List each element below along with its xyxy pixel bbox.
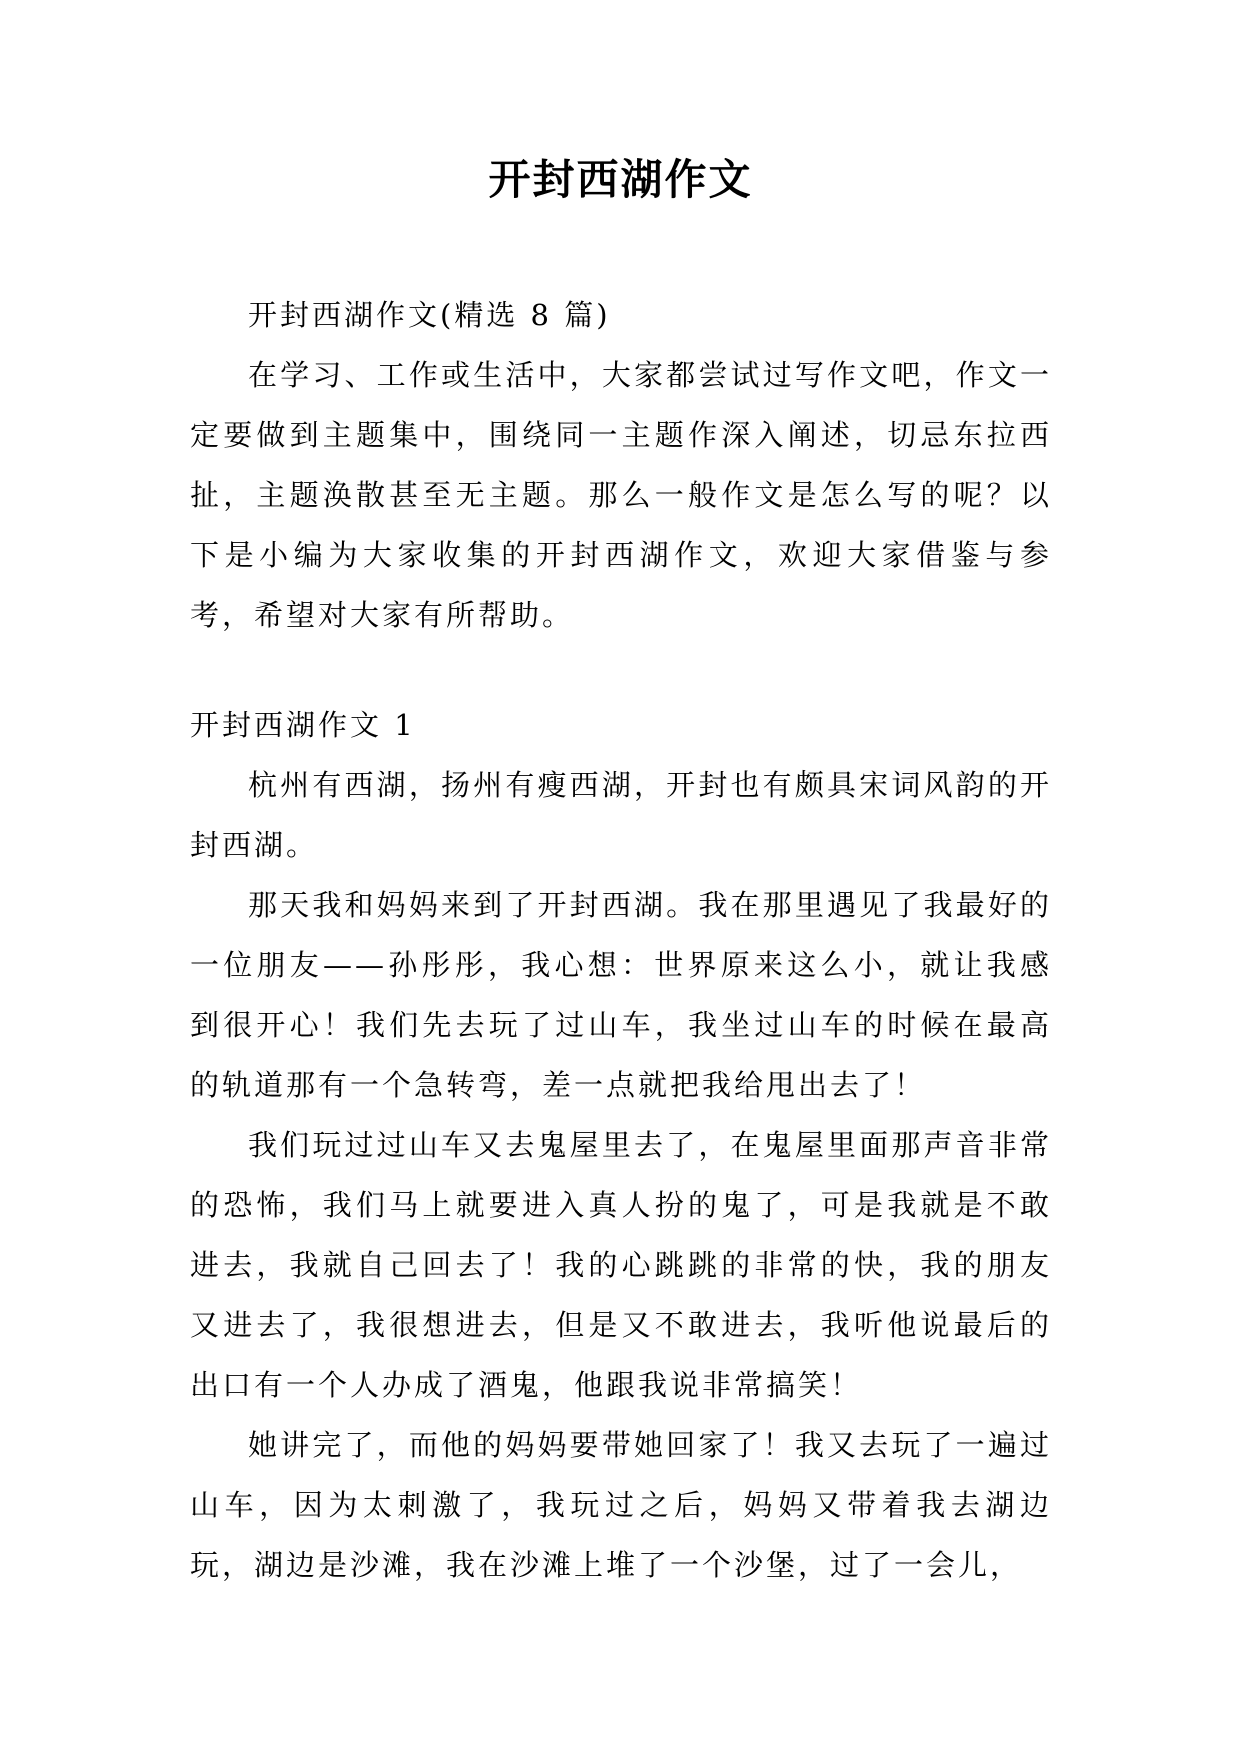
essay-1-paragraph: 杭州有西湖，扬州有瘦西湖，开封也有颇具宋词风韵的开封西湖。 [190, 768, 1052, 862]
essay-1-paragraph: 那天我和妈妈来到了开封西湖。我在那里遇见了我最好的一位朋友——孙彤彤，我心想：世界原来这么小，就让我感到很开心！我们先去玩了过山车，我坐过山车的时候在最高的轨道那有一个急转弯，差一点就把我给甩出去了！ [190, 888, 1052, 1102]
essay-1-paragraph: 她讲完了，而他的妈妈要带她回家了！我又去玩了一遍过山车，因为太刺激了，我玩过之后，妈妈又带着我去湖边玩，湖边是沙滩，我在沙滩上堆了一个沙堡，过了一会儿， [190, 1428, 1052, 1582]
intro-paragraph: 在学习、工作或生活中，大家都尝试过写作文吧，作文一定要做到主题集中，围绕同一主题作深入阐述，切忌东拉西扯，主题涣散甚至无主题。那么一般作文是怎么写的呢？以下是小编为大家收集的开封西湖作文，欢迎大家借鉴与参考，希望对大家有所帮助。 [190, 358, 1052, 632]
essay-1-paragraph: 我们玩过过山车又去鬼屋里去了，在鬼屋里面那声音非常的恐怖，我们马上就要进入真人扮的鬼了，可是我就是不敢进去，我就自己回去了！我的心跳跳的非常的快，我的朋友又进去了，我很想进去，但是又不敢进去，我听他说最后的出口有一个人办成了酒鬼，他跟我说非常搞笑！ [190, 1128, 1052, 1402]
document-title: 开封西湖作文 [488, 155, 753, 204]
essay-1-body [190, 755, 1052, 1595]
intro-section [190, 285, 1052, 645]
essay-1-heading-block [190, 695, 1052, 755]
document-subtitle: 开封西湖作文(精选 8 篇) [248, 298, 611, 332]
essay-1-heading: 开封西湖作文 1 [190, 708, 416, 742]
